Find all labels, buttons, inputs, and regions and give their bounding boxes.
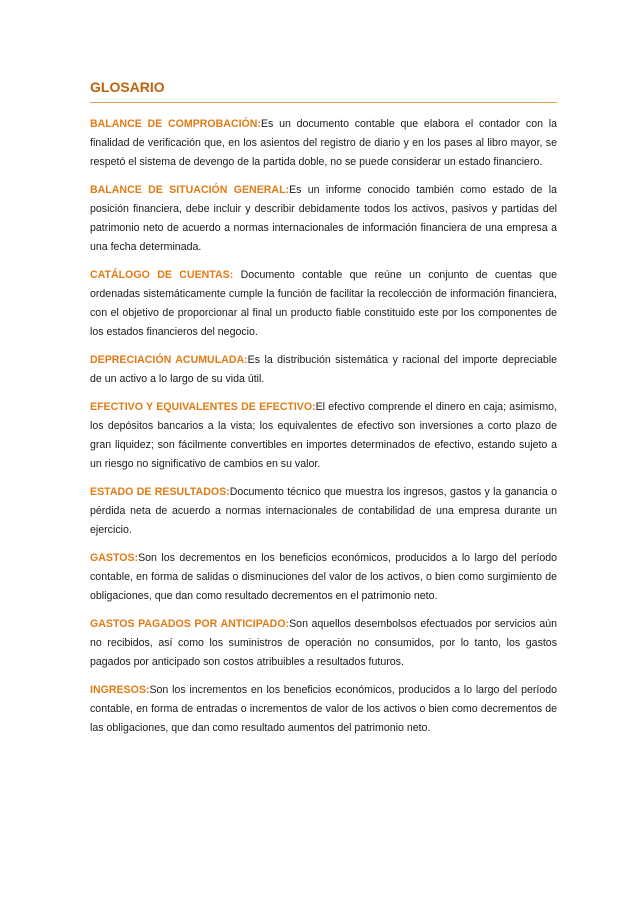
- page-title: GLOSARIO: [90, 79, 165, 95]
- glossary-definition: Son aquellos desembolsos efectuados por servicios aún no recibidos, así como los suministros de operación no consumidos, por lo tanto, los gastos pagados por anticipado son costos atribuibles a resultados futuros.: [90, 618, 557, 668]
- glossary-definition: El efectivo comprende el dinero en caja; asimismo, los depósitos bancarios a la vista; los equivalentes de efectivo son inversiones a corto plazo de gran liquidez; son fácilmente convertibles en importes determinados de efectivo, estando sujeto a un riesgo no significativo de cambios en su valor.: [90, 401, 557, 470]
- glossary-definition: Es un documento contable que elabora el contador con la finalidad de verificación que, en los asientos del registro de diario y en los pases al libro mayor, se respetó el sistema de devengo de la partida doble, no se puede considerar un estado financiero.: [90, 118, 557, 168]
- glossary-definition: Es un informe conocido también como estado de la posición financiera, debe incluir y describir debidamente todos los activos, pasivos y partidas del patrimonio neto de acuerdo a normas internacionales de información financiera de una empresa a una fecha determinada.: [90, 184, 557, 253]
- title-divider: [90, 102, 557, 103]
- glossary-term: GASTOS:: [90, 552, 139, 564]
- glossary-entry-ingresos: [90, 681, 557, 738]
- glossary-term: INGRESOS:: [90, 684, 150, 696]
- glossary-term: ESTADO DE RESULTADOS:: [90, 486, 230, 498]
- glossary-definition: Documento técnico que muestra los ingresos, gastos y la ganancia o pérdida neta de acuerdo a normas internacionales de contabilidad de una empresa durante un ejercicio.: [90, 486, 557, 536]
- glossary-page: [90, 78, 557, 747]
- glossary-entry-catalogo-cuentas: [90, 266, 557, 342]
- glossary-term: BALANCE DE COMPROBACIÓN:: [90, 118, 261, 130]
- glossary-entry-depreciacion: [90, 351, 557, 389]
- glossary-entry-efectivo: [90, 398, 557, 474]
- glossary-term: BALANCE DE SITUACIÓN GENERAL:: [90, 184, 290, 196]
- glossary-entry-gastos: [90, 549, 557, 606]
- glossary-term: GASTOS PAGADOS POR ANTICIPADO:: [90, 618, 290, 630]
- glossary-definition: Son los decrementos en los beneficios económicos, producidos a lo largo del período contable, en forma de salidas o disminuciones del valor de los activos, o bien como surgimiento de obligaciones, que dan como resultado decrementos en el patrimonio neto.: [90, 552, 557, 602]
- glossary-entry-balance-situacion: [90, 181, 557, 257]
- glossary-term: DEPRECIACIÓN ACUMULADA:: [90, 354, 248, 366]
- glossary-definition: Documento contable que reúne un conjunto de cuentas que ordenadas sistemáticamente cumple la función de facilitar la recolección de información financiera, con el objetivo de proporcionar al final un producto fiable constituido este por los componentes de los estados financieros del negocio.: [90, 269, 557, 338]
- glossary-entry-balance-comprobacion: [90, 115, 557, 172]
- glossary-entry-gastos-anticipado: [90, 615, 557, 672]
- glossary-term: CATÁLOGO DE CUENTAS:: [90, 269, 234, 281]
- glossary-term: EFECTIVO Y EQUIVALENTES DE EFECTIVO:: [90, 401, 316, 413]
- glossary-definition: Son los incrementos en los beneficios económicos, producidos a lo largo del período contable, en forma de entradas o incrementos de valor de los activos o bien como decrementos de las obligaciones, que dan como resultado aumentos del patrimonio neto.: [90, 684, 557, 734]
- glossary-definition: Es la distribución sistemática y racional del importe depreciable de un activo a lo largo de su vida útil.: [90, 354, 557, 385]
- glossary-entry-estado-resultados: [90, 483, 557, 540]
